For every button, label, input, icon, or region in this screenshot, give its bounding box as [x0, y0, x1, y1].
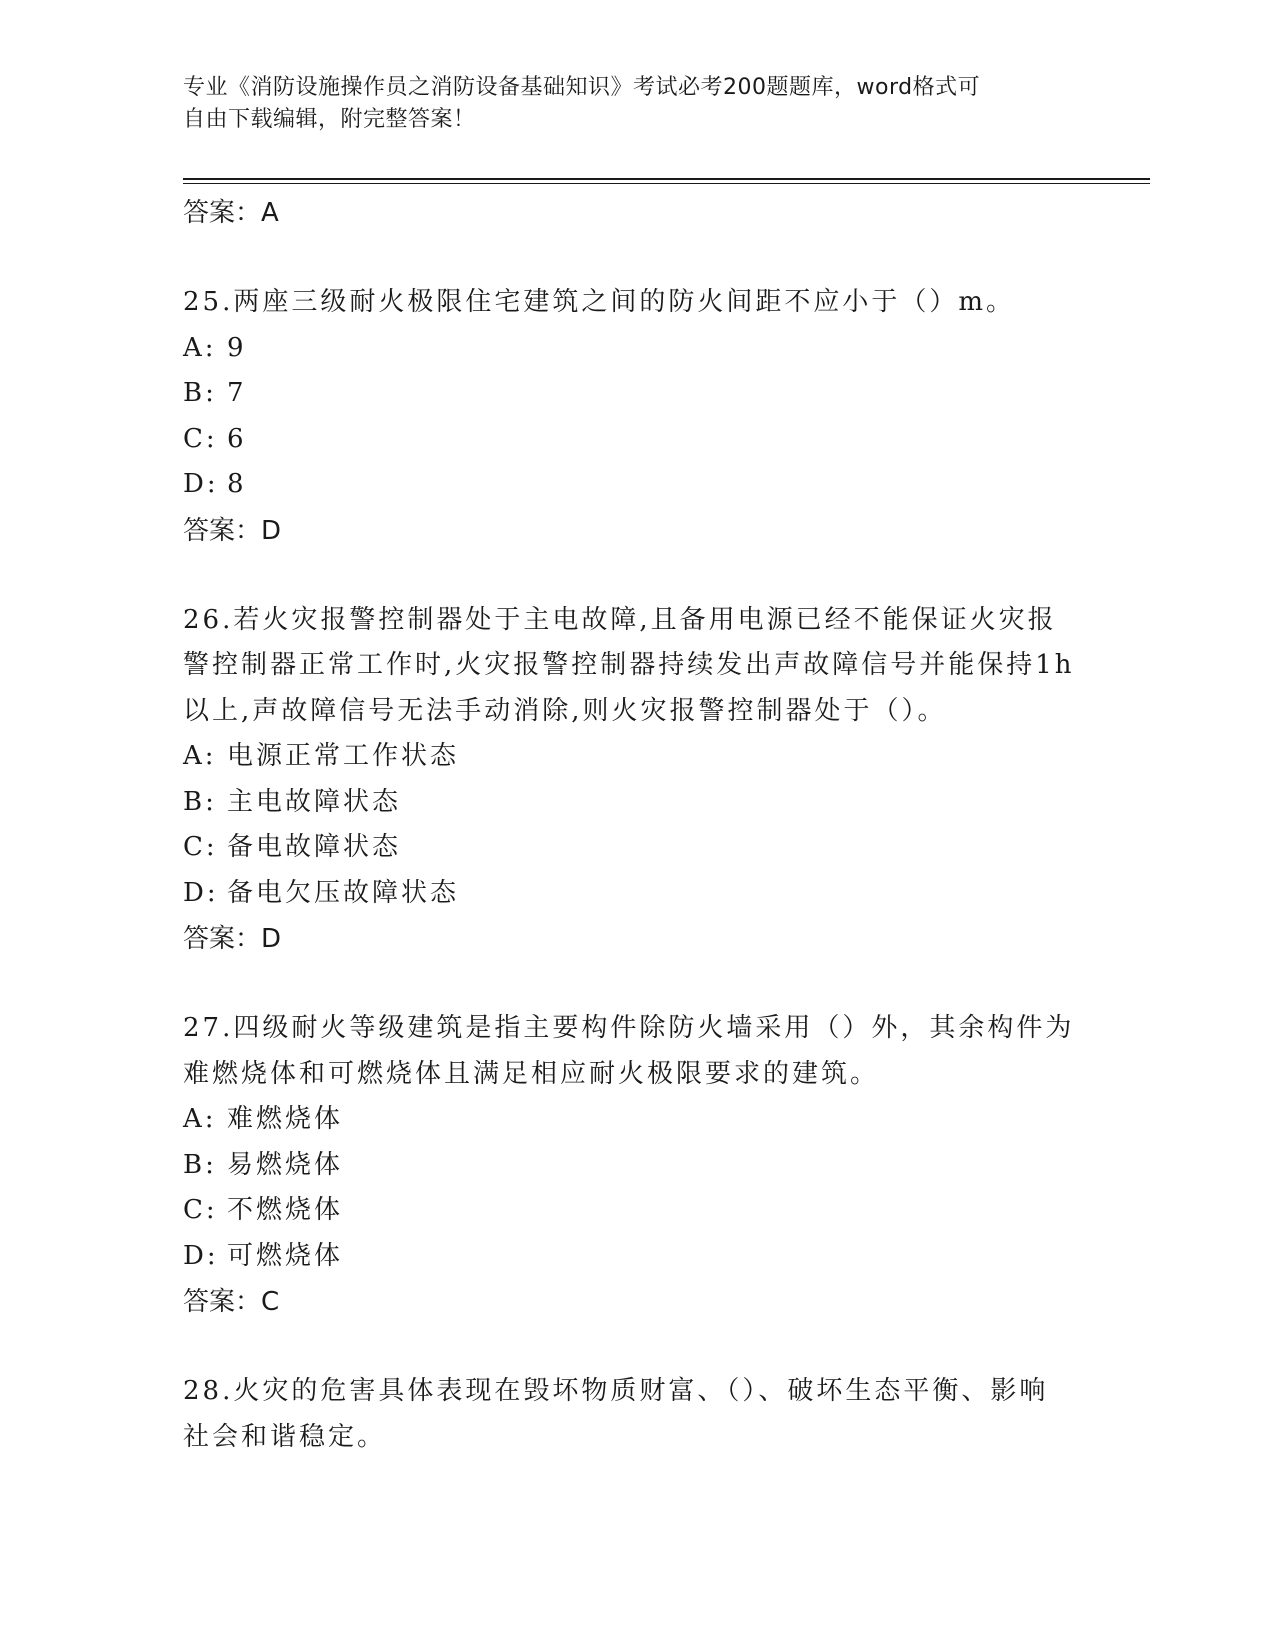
option-c [183, 1188, 1083, 1234]
option-c [183, 417, 1083, 463]
document-header [183, 72, 1063, 136]
option-text: 8 [227, 469, 247, 499]
option-letter: B: [183, 378, 217, 408]
option-letter: C: [183, 1195, 218, 1225]
question-text-line-1: 27.四级耐火等级建筑是指主要构件除防火墙采用（）外，其余构件为 [183, 1013, 1075, 1043]
option-a [183, 734, 1083, 780]
header-line-1: 专业《消防设施操作员之消防设备基础知识》考试必考200题题库，word格式可 [183, 75, 981, 100]
question-text-line-3: 以上,声故障信号无法手动消除,则火灾报警控制器处于（）。 [183, 695, 947, 726]
question-text: 25.两座三级耐火极限住宅建筑之间的防火间距不应小于（）m。 [183, 287, 1016, 317]
option-letter: C: [183, 423, 218, 454]
option-d [183, 1234, 1083, 1280]
question-block [183, 280, 1083, 554]
option-a [183, 1097, 1083, 1143]
question-block [183, 1006, 1083, 1325]
option-text: 难燃烧体 [227, 1104, 344, 1134]
option-letter: D: [183, 469, 219, 499]
option-d [183, 871, 1083, 917]
answer-label: 答案：C [183, 1287, 280, 1317]
question-list [183, 190, 1083, 1460]
question-text-line-1: 26.若火灾报警控制器处于主电故障,且备用电源已经不能保证火灾报 [183, 604, 1057, 635]
option-text: 可燃烧体 [227, 1240, 344, 1271]
option-text: 电源正常工作状态 [227, 741, 460, 771]
question-text-line-2: 警控制器正常工作时,火灾报警控制器持续发出声故障信号并能保持1h [183, 650, 1075, 680]
answer-label: 答案：A [183, 198, 279, 228]
header-divider [183, 178, 1150, 180]
option-text: 备电欠压故障状态 [227, 877, 460, 908]
option-d [183, 462, 1083, 508]
option-text: 主电故障状态 [227, 786, 402, 817]
question-text-line-2: 社会和谐稳定。 [183, 1421, 387, 1452]
option-letter: C: [183, 832, 218, 862]
option-c [183, 825, 1083, 871]
question-text-line-2: 难燃烧体和可燃烧体且满足相应耐火极限要求的建筑。 [183, 1058, 880, 1089]
option-letter: D: [183, 877, 219, 908]
header-line-2: 自由下载编辑，附完整答案！ [183, 107, 476, 132]
option-b [183, 780, 1083, 826]
question-text-line-1: 28.火灾的危害具体表现在毁坏物质财富、（）、破坏生态平衡、影响 [183, 1376, 1049, 1406]
option-text: 易燃烧体 [227, 1149, 344, 1180]
option-text: 7 [227, 378, 247, 408]
answer-label: 答案：D [183, 515, 282, 546]
option-letter: D: [183, 1240, 219, 1271]
answer-label: 答案：D [183, 924, 282, 954]
option-letter: A: [183, 741, 217, 771]
option-text: 6 [227, 423, 247, 454]
option-b [183, 1143, 1083, 1189]
option-letter: B: [183, 786, 217, 817]
option-a [183, 326, 1083, 372]
question-block [183, 1369, 1083, 1460]
option-b [183, 371, 1083, 417]
option-text: 不燃烧体 [227, 1195, 344, 1225]
option-letter: A: [183, 332, 217, 363]
option-letter: A: [183, 1104, 217, 1134]
option-text: 备电故障状态 [227, 832, 402, 862]
option-letter: B: [183, 1149, 217, 1180]
question-block [183, 598, 1083, 963]
option-text: 9 [227, 332, 247, 363]
header-divider-thin [183, 183, 1150, 184]
